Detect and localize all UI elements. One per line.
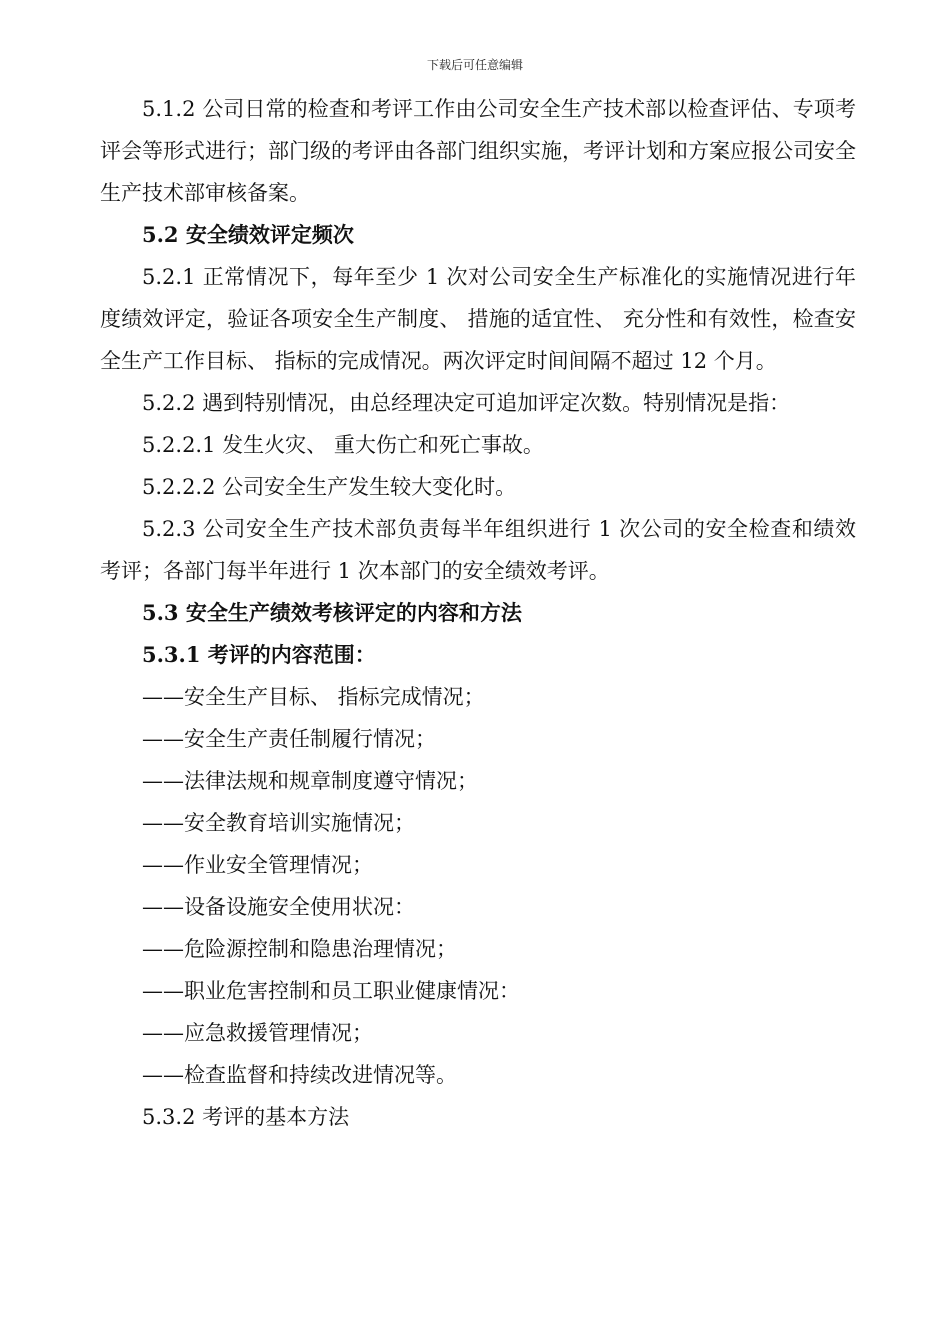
list-item: ——法律法规和规章制度遵守情况； — [142, 769, 478, 793]
list-item: ——设备设施安全使用状况： — [142, 895, 415, 919]
document-body — [100, 88, 856, 1138]
list-item: ——应急救援管理情况； — [142, 1021, 373, 1045]
clause-5-2-2: 5.2.2 遇到特别情况，由总经理决定可追加评定次数。特别情况是指： — [142, 391, 791, 415]
list-item: ——安全教育培训实施情况； — [142, 811, 415, 835]
list-item: ——职业危害控制和员工职业健康情况： — [142, 979, 520, 1003]
subsection-heading-5-3-1: 5.3.1 考评的内容范围： — [142, 642, 376, 667]
clause-5-1-2: 5.1.2 公司日常的检查和考评工作由公司安全生产技术部以检查评估、专项考评会等形式进行；部门级的考评由各部门组织实施，考评计划和方案应报公司安全生产技术部审核备案。 — [100, 97, 856, 205]
list-item: ——安全生产目标、 指标完成情况； — [142, 685, 485, 709]
list-item: ——安全生产责任制履行情况； — [142, 727, 436, 751]
clause-5-2-2-2: 5.2.2.2 公司安全生产发生较大变化时。 — [142, 475, 517, 499]
list-item: ——作业安全管理情况； — [142, 853, 373, 877]
section-heading-5-2: 5.2 安全绩效评定频次 — [142, 222, 354, 247]
clause-5-2-3: 5.2.3 公司安全生产技术部负责每半年组织进行 1 次公司的安全检查和绩效考评；各部门每半年进行 1 次本部门的安全绩效考评。 — [100, 517, 856, 583]
list-item: ——危险源控制和隐患治理情况； — [142, 937, 457, 961]
clause-5-2-2-1: 5.2.2.1 发生火灾、 重大伤亡和死亡事故。 — [142, 433, 544, 457]
section-heading-5-3: 5.3 安全生产绩效考核评定的内容和方法 — [142, 600, 522, 625]
clause-5-3-2: 5.3.2 考评的基本方法 — [142, 1105, 350, 1129]
page-header: 下载后可任意编辑 — [426, 58, 523, 72]
list-item: ——检查监督和持续改进情况等。 — [142, 1063, 457, 1087]
clause-5-2-1: 5.2.1 正常情况下，每年至少 1 次对公司安全生产标准化的实施情况进行年度绩效评定，验证各项安全生产制度、 措施的适宜性、 充分性和有效性，检查安全生产工作目标、 指标的完成情况。两次评定时间间隔不超过 12 个月。 — [100, 265, 856, 373]
